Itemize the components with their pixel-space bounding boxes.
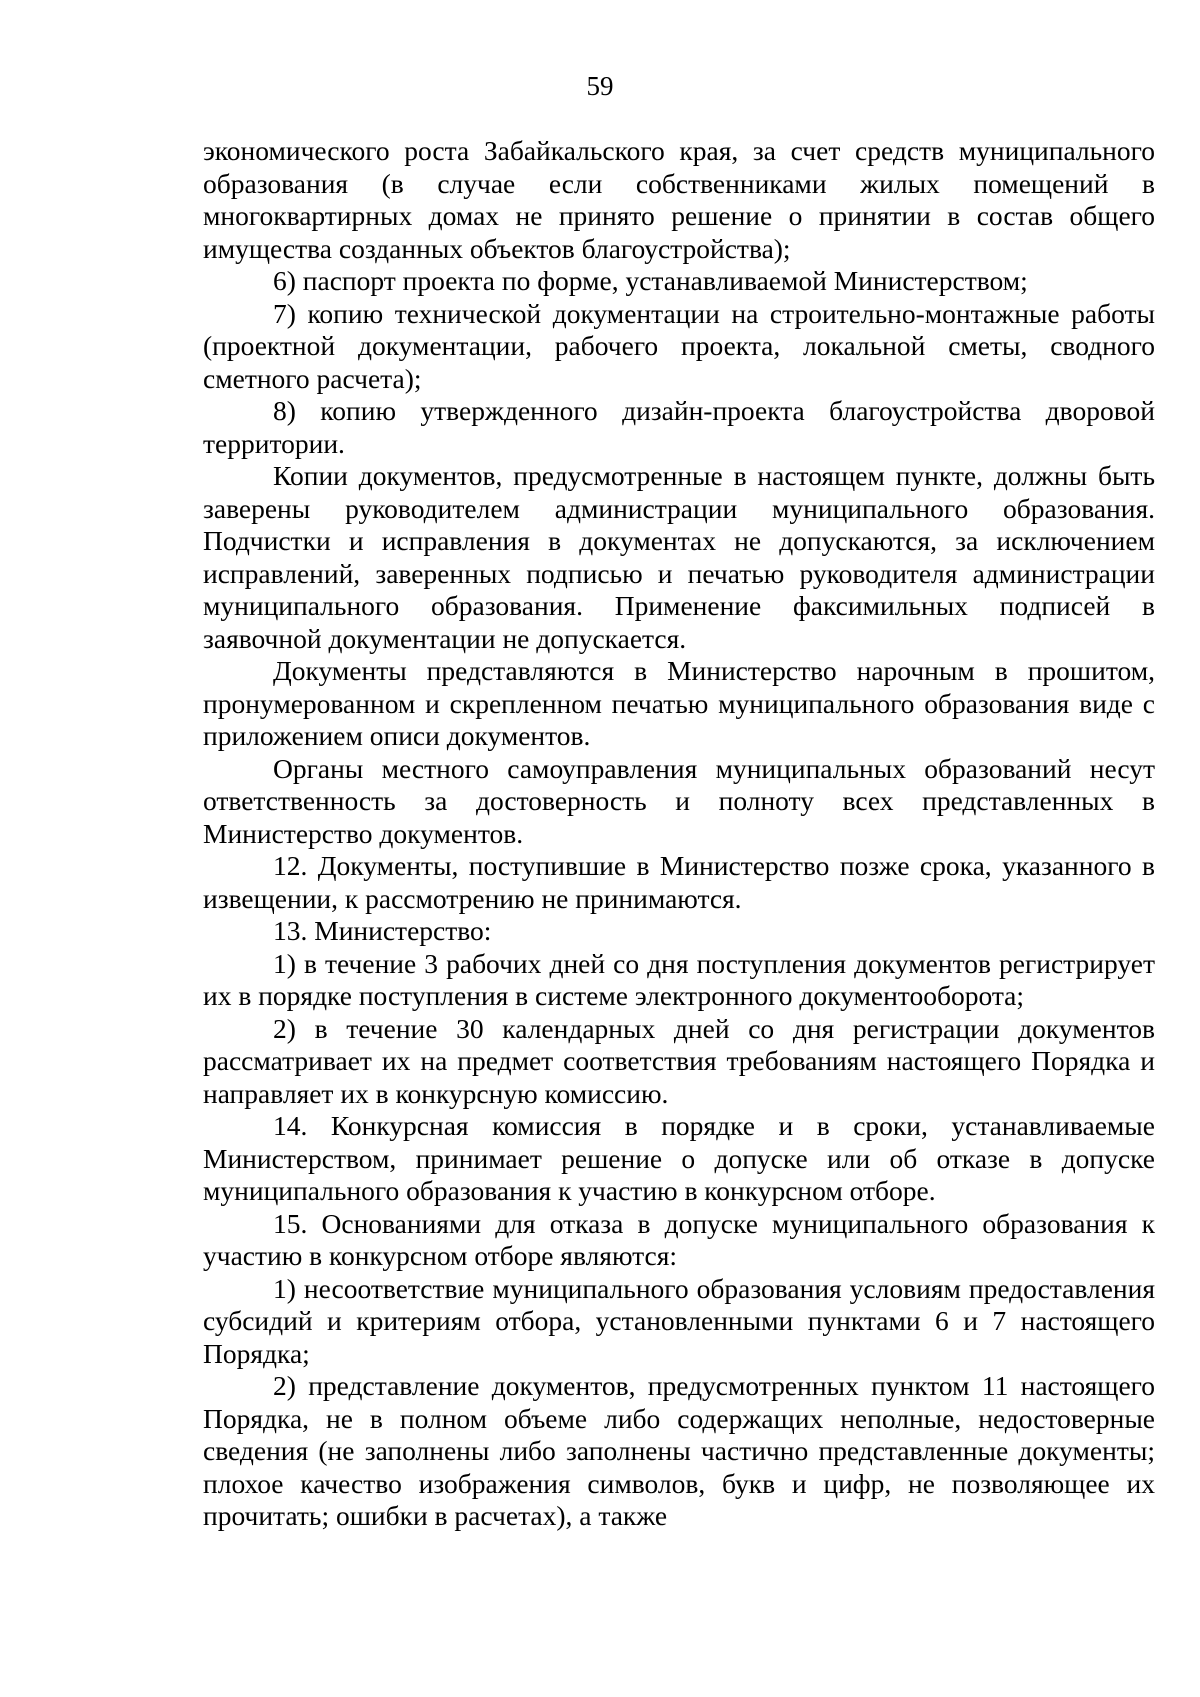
paragraph-copies-certification: Копии документов, предусмотренные в настоящем пункте, должны быть заверены руководителем администрации муниципального образования. Подчистки и исправления в документах не допускаются, за исключением исправлений, заверенных подписью и печатью руководителя администрации муниципального образования. Применение факсимильных подписей в заявочной документации не допускается.	[203, 460, 1155, 654]
clause-15-item-2: 2) представление документов, предусмотренных пунктом 11 настоящего Порядка, не в полном объеме либо содержащих неполные, недостоверные сведения (не заполнены либо заполнены частично представленные документы; плохое качество изображения символов, букв и цифр, не позволяющее их прочитать; ошибки в расчетах), а также	[203, 1370, 1155, 1531]
paragraph-responsibility: Органы местного самоуправления муниципальных образований несут ответственность за достоверность и полноту всех представленных в Министерство документов.	[203, 752, 1155, 849]
clause-14: 14. Конкурсная комиссия в порядке и в сроки, устанавливаемые Министерством, принимает решение о допуске или об отказе в допуске муниципального образования к участию в конкурсном отборе.	[203, 1110, 1155, 1206]
list-item-passport: 6) паспорт проекта по форме, устанавливаемой Министерством;	[273, 265, 1028, 296]
clause-15-item-1: 1) несоответствие муниципального образования условиям предоставления субсидий и критериям отбора, установленными пунктами 6 и 7 настоящего Порядка;	[203, 1272, 1155, 1369]
document-body	[203, 135, 1155, 1533]
clause-13-item-2: 2) в течение 30 календарных дней со дня регистрации документов рассматривает их на предмет соответствия требованиям настоящего Порядка и направляет их в конкурсную комиссию.	[203, 1012, 1155, 1109]
clause-15: 15. Основаниями для отказа в допуске муниципального образования к участию в конкурсном отборе являются:	[203, 1207, 1155, 1271]
paragraph-documents-submission: Документы представляются в Министерство нарочным в прошитом, пронумерованном и скрепленном печатью муниципального образования виде с приложением описи документов.	[203, 655, 1155, 751]
paragraph-continuation: экономического роста Забайкальского края, за счет средств муниципального образования (в случае если собственниками жилых помещений в многоквартирных домах не принято решение о принятии в состав общего имущества созданных объектов благоустройства);	[203, 135, 1155, 264]
clause-13: 13. Министерство:	[273, 915, 492, 946]
list-item-technical-docs: 7) копию технической документации на строительно-монтажные работы (проектной документации, рабочего проекта, локальной сметы, сводного сметного расчета);	[203, 297, 1155, 394]
page-number: 59	[586, 71, 614, 101]
clause-12: 12. Документы, поступившие в Министерство позже срока, указанного в извещении, к рассмотрению не принимаются.	[203, 850, 1155, 914]
list-item-design-project: 8) копию утвержденного дизайн-проекта благоустройства дворовой территории.	[203, 395, 1155, 459]
clause-13-item-1: 1) в течение 3 рабочих дней со дня поступления документов регистрирует их в порядке поступления в системе электронного документооборота;	[203, 947, 1155, 1011]
